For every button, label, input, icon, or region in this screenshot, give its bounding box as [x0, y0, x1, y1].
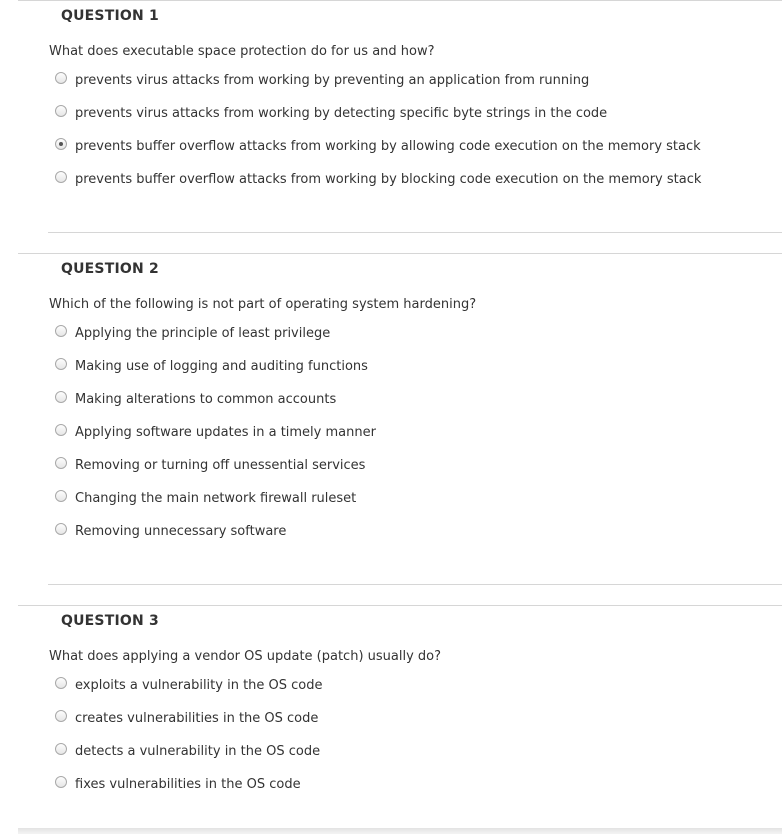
radio-button[interactable]	[55, 171, 67, 183]
question-1-option-4[interactable]	[55, 170, 701, 188]
question-3-title: QUESTION 3	[61, 613, 159, 629]
radio-button[interactable]	[55, 710, 67, 722]
radio-button[interactable]	[55, 72, 67, 84]
radio-button[interactable]	[55, 776, 67, 788]
question-2-divider-bottom	[48, 584, 782, 585]
question-2-option-4[interactable]	[55, 423, 376, 441]
option-label: Removing unnecessary software	[75, 523, 287, 539]
radio-button[interactable]	[55, 424, 67, 436]
question-2-option-1[interactable]	[55, 324, 330, 342]
question-1-option-2[interactable]	[55, 104, 607, 122]
question-2-option-3[interactable]	[55, 390, 336, 408]
radio-button[interactable]	[55, 677, 67, 689]
radio-button[interactable]	[55, 105, 67, 117]
option-label: prevents virus attacks from working by preventing an application from running	[75, 72, 590, 88]
option-label: fixes vulnerabilities in the OS code	[75, 776, 301, 792]
page-bottom-edge	[18, 828, 782, 834]
question-3-option-4[interactable]	[55, 775, 301, 793]
question-1-option-1[interactable]	[55, 71, 589, 89]
option-label: Making use of logging and auditing functions	[75, 358, 368, 374]
option-label: Applying software updates in a timely manner	[75, 424, 376, 440]
question-1-divider-bottom	[48, 232, 782, 233]
question-3-text: What does applying a vendor OS update (patch) usually do?	[49, 649, 442, 664]
question-2-option-2[interactable]	[55, 357, 368, 375]
radio-button[interactable]	[55, 358, 67, 370]
question-3-divider-top	[18, 605, 782, 606]
radio-button[interactable]	[55, 743, 67, 755]
question-2-text: Which of the following is not part of operating system hardening?	[49, 297, 477, 312]
question-2-block	[18, 253, 782, 587]
radio-button[interactable]	[55, 391, 67, 403]
question-1-block	[18, 0, 782, 234]
question-1-option-3[interactable]	[55, 137, 701, 155]
option-label: Applying the principle of least privilege	[75, 325, 331, 341]
radio-button-selected[interactable]	[55, 138, 67, 150]
radio-button[interactable]	[55, 325, 67, 337]
question-1-divider-top	[18, 0, 782, 1]
question-2-title: QUESTION 2	[61, 261, 159, 277]
option-label: prevents virus attacks from working by detecting specific byte strings in the code	[75, 105, 608, 121]
question-2-option-5[interactable]	[55, 456, 365, 474]
radio-button[interactable]	[55, 457, 67, 469]
question-1-title: QUESTION 1	[61, 8, 159, 24]
question-2-option-7[interactable]	[55, 522, 286, 540]
question-2-option-6[interactable]	[55, 489, 356, 507]
radio-button[interactable]	[55, 490, 67, 502]
option-label: Changing the main network firewall ruleset	[75, 490, 357, 506]
option-label: prevents buffer overflow attacks from working by blocking code execution on the memory stack	[75, 171, 702, 187]
option-label: exploits a vulnerability in the OS code	[75, 677, 323, 693]
option-label: Removing or turning off unessential services	[75, 457, 366, 473]
question-3-option-1[interactable]	[55, 676, 323, 694]
option-label: detects a vulnerability in the OS code	[75, 743, 321, 759]
question-3-option-2[interactable]	[55, 709, 318, 727]
question-3-option-3[interactable]	[55, 742, 320, 760]
question-2-divider-top	[18, 253, 782, 254]
option-label: Making alterations to common accounts	[75, 391, 337, 407]
radio-button[interactable]	[55, 523, 67, 535]
option-label: prevents buffer overflow attacks from working by allowing code execution on the memory stack	[75, 138, 701, 154]
question-1-text: What does executable space protection do for us and how?	[49, 44, 435, 59]
question-3-block	[18, 605, 782, 827]
option-label: creates vulnerabilities in the OS code	[75, 710, 319, 726]
